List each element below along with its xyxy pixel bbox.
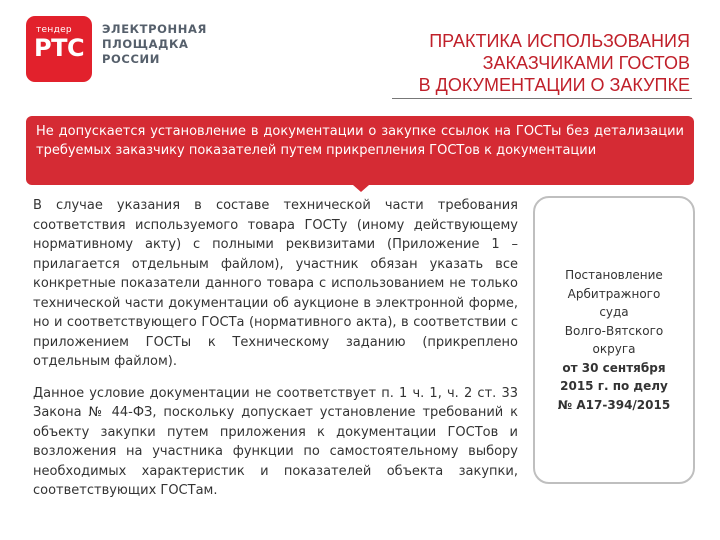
- reference-line: Волго-Вятского: [564, 323, 664, 338]
- logo-line: ЭЛЕКТРОННАЯ: [102, 22, 207, 36]
- body-text: [33, 196, 518, 513]
- logo-tag: тендер: [36, 25, 72, 35]
- title-line: ЗАКАЗЧИКАМИ ГОСТОВ: [482, 53, 690, 73]
- title-line: В ДОКУМЕНТАЦИИ О ЗАКУПКЕ: [418, 75, 690, 95]
- slide-title: [419, 30, 690, 96]
- logo-badge: [26, 16, 92, 82]
- court-reference-text: [544, 266, 684, 414]
- body-paragraph-1: В случае указания в составе технической части требования соответствия используемого товара ГОСТу (иному действующему нормативному акту) с полными реквизитами (Приложение 1 – прилагается отдельным файлом), участник обязан указать все конкретные показатели данного товара с использованием не только технической части документации об аукционе в электронной форме, но и соответствующего ГОСТа (нормативного акта), в соответствии с приложением ГОСТы к Техническому заданию (прикреплено отдельным файлом).: [33, 198, 518, 369]
- reference-line: суда: [599, 305, 629, 319]
- banner-pointer: [353, 185, 369, 192]
- logo-line: РОССИИ: [102, 52, 160, 66]
- reference-line: 2015 г. по делу: [560, 379, 668, 393]
- reference-line: Арбитражного: [567, 286, 661, 301]
- court-reference-panel: [533, 196, 695, 484]
- logo-line: ПЛОЩАДКА: [102, 37, 189, 51]
- banner-text: Не допускается установление в документации о закупке ссылок на ГОСТы без детализации требуемых заказчику показателей путем прикрепления ГОСТов к документации: [36, 124, 684, 158]
- key-point-banner: [26, 116, 694, 185]
- reference-line: округа: [592, 342, 636, 356]
- reference-line: № А17-394/2015: [557, 397, 671, 412]
- title-divider: [392, 98, 692, 99]
- logo-wordmark: [102, 22, 207, 67]
- reference-line: Постановление: [565, 268, 663, 282]
- body-paragraph-2: Данное условие документации не соответствует п. 1 ч. 1, ч. 2 ст. 33 Закона № 44-ФЗ, поскольку допускает установление требований к объекту закупки путем приложения к документации ГОСТов и возложения на участника функции по самостоятельному выбору необходимых характеристик и показателей объекта закупки, соответствующих ГОСТам.: [33, 385, 518, 498]
- reference-line: от 30 сентября: [562, 360, 666, 375]
- logo-mark: РТС: [34, 34, 85, 62]
- title-line: ПРАКТИКА ИСПОЛЬЗОВАНИЯ: [429, 31, 690, 51]
